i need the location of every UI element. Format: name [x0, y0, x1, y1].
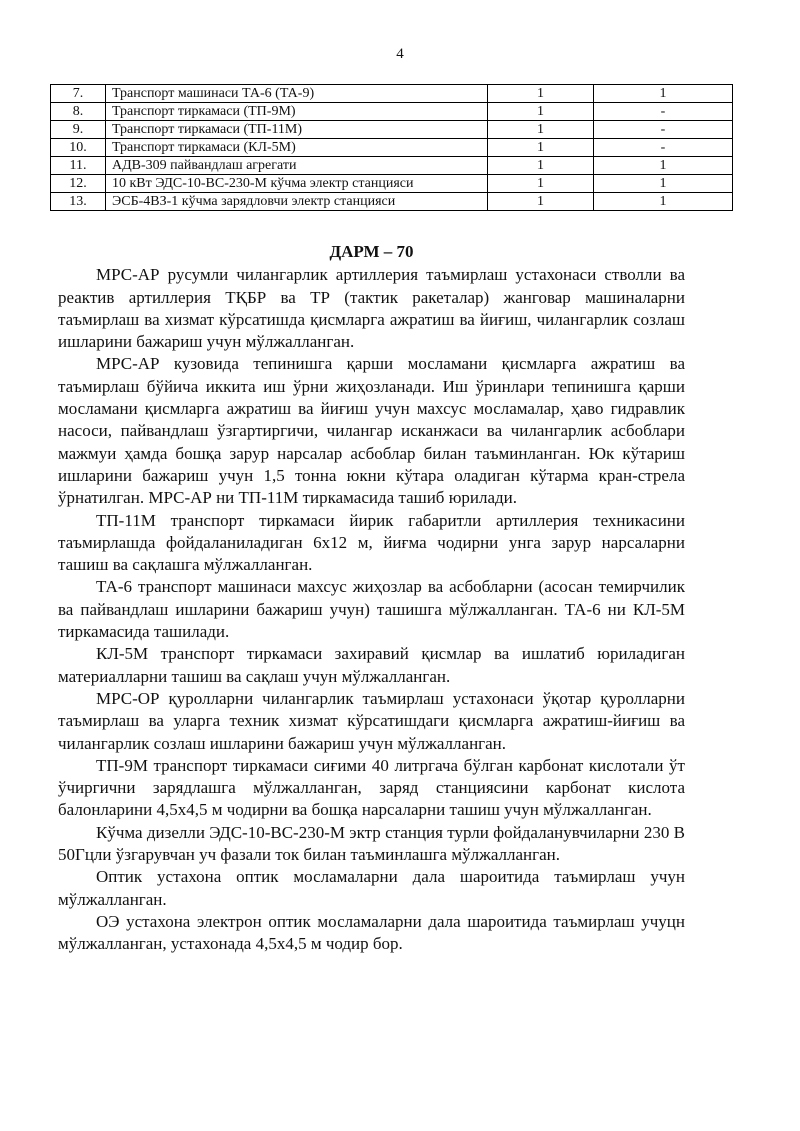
- paragraph-mrs-or: МРС-ОР қуролларни чилангарлик таъмирлаш устахонаси ўқотар қуролларни таъмирлаш ва уларга техник хизмат кўрсатишдаги қисмларга ажратиш-йиғиш ва чилангарлик созлаш ишларини бажариш учун мўлжалланган.: [58, 688, 685, 753]
- row-number: 9.: [51, 121, 106, 139]
- row-quantity-1: 1: [488, 139, 594, 157]
- row-number: 10.: [51, 139, 106, 157]
- table-row: [51, 157, 733, 175]
- row-quantity-1: 1: [488, 157, 594, 175]
- row-quantity-1: 1: [488, 121, 594, 139]
- row-quantity-2: -: [594, 103, 733, 121]
- paragraph-kl-5m: КЛ-5М транспорт тиркамаси захиравий қисмлар ва ишлатиб юриладиган материалларни ташиш ва сақлаш учун мўлжалланган.: [58, 644, 685, 686]
- row-name: Транспорт машинаси ТА-6 (ТА-9): [106, 85, 488, 103]
- row-quantity-2: 1: [594, 85, 733, 103]
- row-number: 12.: [51, 175, 106, 193]
- table-row: [51, 175, 733, 193]
- row-name: 10 кВт ЭДС-10-ВС-230-М кўчма электр станцияси: [106, 175, 488, 193]
- row-name: Транспорт тиркамаси (ТП-9М): [106, 103, 488, 121]
- row-name: ЭСБ-4ВЗ-1 кўчма зарядловчи электр станцияси: [106, 193, 488, 211]
- paragraph-mrs-ar-body: МРС-АР кузовида тепинишга қарши мосламани қисмларга ажратиш ва таъмирлаш бўйича иккита иш ўрни жиҳозланади. Иш ўринлари тепинишга қарши мосламани қисмларга ажратиш ва йиғиш учун махсус мосламалар, ҳаво гидравлик насоси, пайвандлаш ўзгартиргичи, чилангар исканжаси ва чилангарлик асбоблари мажмуи ҳамда бошқа зарур нарсалар асбоблар билан таъминланган. Юк кўтариш ишларини бажариш учун 1,5 тонна юкни кўтара оладиган кўтарма кран-стрела ўрнатилган. МРС-АР ни ТП-11М тиркамасида ташиб юрилади.: [58, 354, 685, 508]
- table-row: [51, 139, 733, 157]
- row-quantity-2: 1: [594, 157, 733, 175]
- body-text: [58, 241, 685, 956]
- row-quantity-1: 1: [488, 103, 594, 121]
- row-number: 8.: [51, 103, 106, 121]
- paragraph-electron-optical: ОЭ устахона электрон оптик мосламаларни дала шароитида таъмирлаш учуцн мўлжалланган, устахонада 4,5х4,5 м чодир бор.: [58, 911, 685, 954]
- row-number: 7.: [51, 85, 106, 103]
- row-name: Транспорт тиркамаси (КЛ-5М): [106, 139, 488, 157]
- paragraph-optical: Оптик устахона оптик мосламаларни дала шароитида таъмирлаш учун мўлжалланган.: [58, 867, 685, 909]
- table-row: [51, 103, 733, 121]
- section-title: ДАРМ – 70: [329, 242, 414, 261]
- row-quantity-2: -: [594, 139, 733, 157]
- row-number: 11.: [51, 157, 106, 175]
- row-quantity-2: 1: [594, 175, 733, 193]
- equipment-table: [50, 84, 733, 211]
- row-number: 13.: [51, 193, 106, 211]
- row-quantity-1: 1: [488, 193, 594, 211]
- table-row: [51, 85, 733, 103]
- row-quantity-1: 1: [488, 85, 594, 103]
- paragraph-ta-6: ТА-6 транспорт машинаси махсус жиҳозлар ва асбобларни (асосан темирчилик ва пайвандлаш ишларини бажариш учун) ташишга мўлжалланган. ТА-6 ни КЛ-5М тиркамасида ташилади.: [58, 577, 685, 642]
- paragraph-eds: Кўчма дизелли ЭДС-10-ВС-230-М эктр станция турли фойдаланувчиларни 230 В 50Гцли ўзгарувчан уч фазали ток билан таъминлашга мўлжалланган.: [58, 822, 685, 865]
- row-name: АДВ-309 пайвандлаш агрегати: [106, 157, 488, 175]
- table-row: [51, 121, 733, 139]
- table-row: [51, 193, 733, 211]
- row-quantity-1: 1: [488, 175, 594, 193]
- paragraph-mrs-ar: МРС-АР русумли чилангарлик артиллерия таъмирлаш устахонаси стволли ва реактив артиллерия ТҚБР ва ТР (тактик ракеталар) жанговар машиналарни таъмирлаш ва хизмат кўрсатишда қисмларга ажратиш ва йиғиш, чилангарлик созлаш ишларини бажариш учун мўлжалланган.: [58, 265, 685, 352]
- row-name: Транспорт тиркамаси (ТП-11М): [106, 121, 488, 139]
- row-quantity-2: -: [594, 121, 733, 139]
- paragraph-tp-11m: ТП-11М транспорт тиркамаси йирик габаритли артиллерия техникасини таъмирлашда фойдаланиладиган 6х12 м, йиғма чодирни унга зарур нарсаларни ташиш ва сақлашга мўлжалланган.: [58, 510, 685, 575]
- page-number: 4: [396, 46, 404, 62]
- row-quantity-2: 1: [594, 193, 733, 211]
- paragraph-tp-9m: ТП-9М транспорт тиркамаси сиғими 40 литргача бўлган карбонат кислотали ўт ўчиргични зарядлашга мўлжалланган, заряд станциясини карбонат кислота балонларини 4,5х4,5 м чодирни ва бошқа нарсаларни ташиш учун мўлжалланган.: [58, 755, 685, 820]
